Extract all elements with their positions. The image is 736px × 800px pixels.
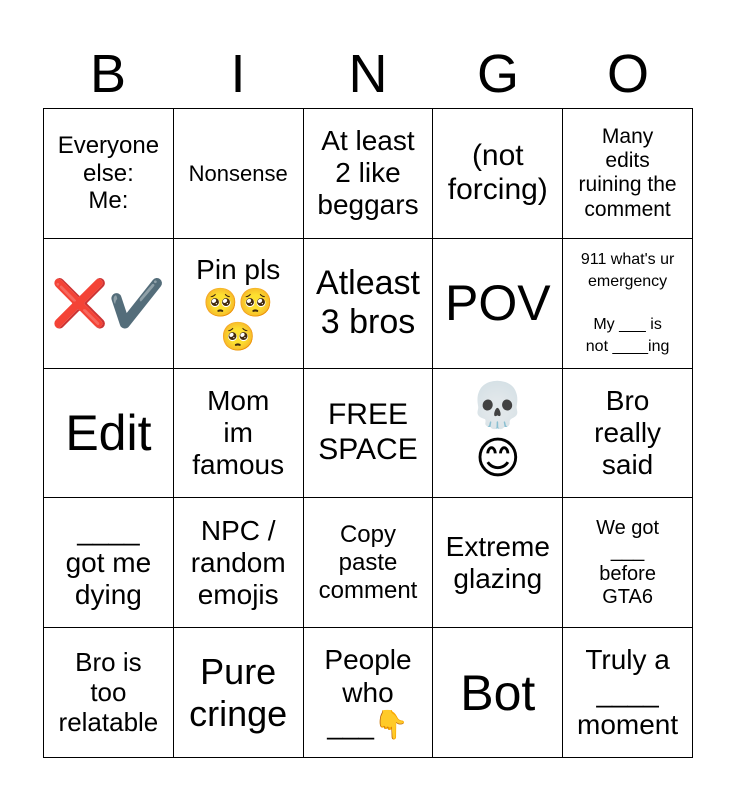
bingo-cell-1-5[interactable] — [563, 109, 693, 239]
cell-text: 911 what's ur emergency My ___ is not ____ing — [580, 251, 675, 355]
bingo-cell-5-4[interactable] — [433, 628, 563, 758]
cell-text: POV — [444, 275, 551, 332]
cell-text: At least 2 like beggars — [317, 125, 419, 221]
bingo-cell-4-4[interactable] — [433, 498, 563, 628]
header-letter-n: N — [348, 44, 388, 104]
cell-text: Bro is too relatable — [58, 646, 159, 737]
bingo-cell-2-5[interactable] — [563, 239, 693, 369]
cell-text: NPC / random emojis — [190, 514, 286, 610]
cell-text: Bot — [460, 664, 536, 721]
bingo-cell-5-2[interactable] — [174, 628, 304, 758]
bingo-cell-2-2[interactable] — [174, 239, 304, 369]
header-letter-g: G — [476, 44, 519, 104]
bingo-cell-3-1[interactable] — [44, 369, 174, 499]
cell-text: People who ___👇 — [324, 644, 412, 740]
bingo-cell-2-3[interactable] — [304, 239, 434, 369]
bingo-cell-3-3[interactable] — [304, 369, 434, 499]
bingo-cell-5-3[interactable] — [304, 628, 434, 758]
cell-text: Truly a ____ moment — [577, 644, 679, 740]
skull-smile-emoji: 💀 😊 — [470, 381, 526, 483]
header-letter-b: B — [89, 44, 127, 104]
bingo-cell-2-1[interactable] — [44, 239, 174, 369]
header-letter-o: O — [606, 44, 649, 104]
bingo-header — [43, 40, 693, 108]
free-space: FREE SPACE — [318, 398, 418, 466]
cell-text: Pin pls 🥺🥺 🥺 — [196, 253, 281, 352]
bingo-cell-1-2[interactable] — [174, 109, 304, 239]
bingo-cell-3-5[interactable] — [563, 369, 693, 499]
cell-text: Extreme glazing — [445, 530, 550, 594]
cell-text: Many edits ruining the comment — [578, 125, 677, 221]
bingo-cell-3-4[interactable] — [433, 369, 563, 499]
cell-text: Bro really said — [594, 384, 662, 481]
cross-check-emoji: ❌✔️ — [51, 277, 166, 330]
bingo-cell-4-2[interactable] — [174, 498, 304, 628]
cell-text: Everyone else: Me: — [57, 132, 160, 215]
bingo-board — [43, 108, 693, 758]
cell-text: Nonsense — [188, 160, 288, 186]
bingo-cell-4-3[interactable] — [304, 498, 434, 628]
cell-text: Atleast 3 bros — [316, 264, 420, 342]
cell-text: We got ___ before GTA6 — [596, 516, 660, 608]
cell-text: (not forcing) — [447, 138, 548, 207]
bingo-cell-1-4[interactable] — [433, 109, 563, 239]
cell-text: Pure cringe — [189, 651, 288, 734]
cell-text: Copy paste comment — [318, 521, 418, 604]
bingo-cell-1-3[interactable] — [304, 109, 434, 239]
cell-text: Edit — [65, 404, 152, 461]
header-letter-i: I — [230, 44, 246, 104]
bingo-cell-5-1[interactable] — [44, 628, 174, 758]
cell-text: ____ got me dying — [65, 514, 152, 610]
bingo-cell-5-5[interactable] — [563, 628, 693, 758]
cell-text: Mom im famous — [192, 384, 285, 481]
bingo-cell-1-1[interactable] — [44, 109, 174, 239]
bingo-cell-3-2[interactable] — [174, 369, 304, 499]
bingo-cell-4-1[interactable] — [44, 498, 174, 628]
bingo-cell-4-5[interactable] — [563, 498, 693, 628]
bingo-cell-2-4[interactable] — [433, 239, 563, 369]
